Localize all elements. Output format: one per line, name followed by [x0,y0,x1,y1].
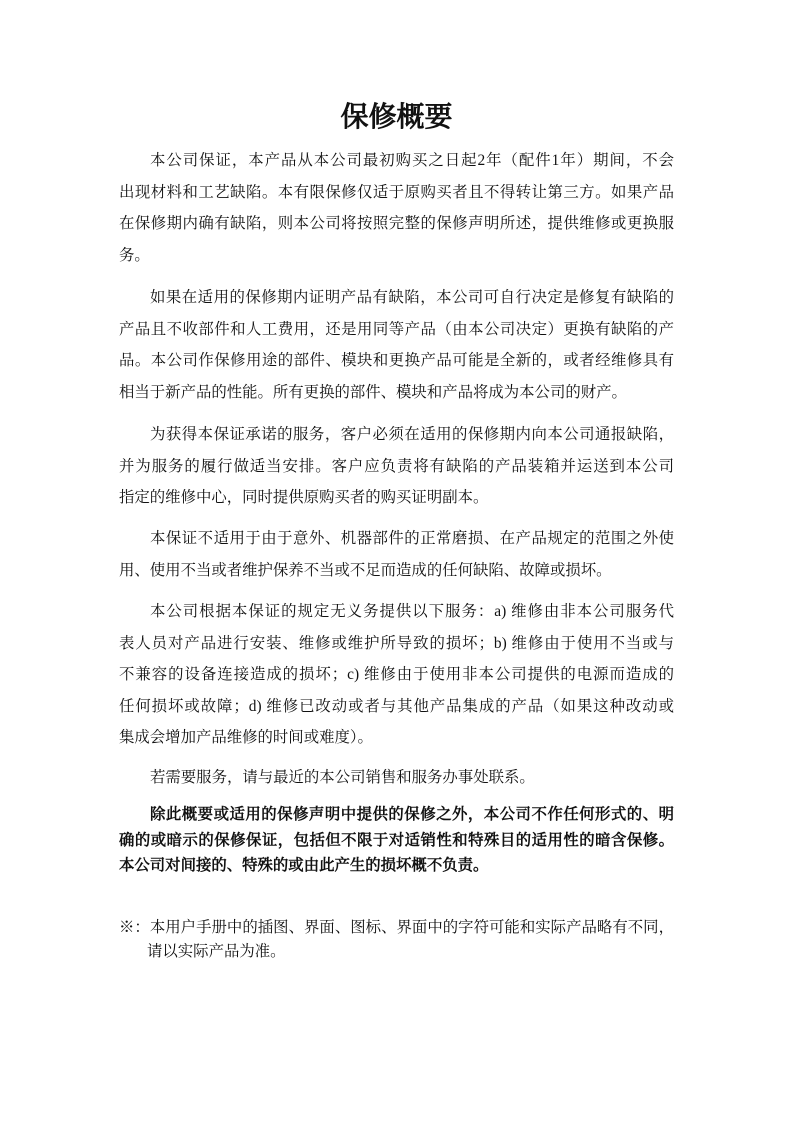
text-line: 本公司对间接的、特殊的或由此产生的损坏概不负责。 [119,857,489,874]
text-line: 请以实际产品为准。 [147,943,286,960]
text-line: 确的或暗示的保修保证，包括但不限于对适销性和特殊目的适用性的暗含保修。 [119,831,674,849]
text-line: 在保修期内确有缺陷，则本公司将按照完整的保修声明所述，提供维修或更换服 [119,215,674,232]
text-line: 相当于新产品的性能。所有更换的部件、模块和产品将成为本公司的财产。 [119,383,627,401]
paragraph-repair-replace [119,282,674,408]
paragraph-exclusions [119,523,674,586]
text-line: 如果在适用的保修期内证明产品有缺陷，本公司可自行决定是修复有缺陷的 [150,289,674,306]
footnote [119,916,674,964]
text-line: 产品且不收部件和人工费用，还是用同等产品（由本公司决定）更换有缺陷的产 [119,320,674,338]
text-line: 本保证不适用于由于意外、机器部件的正常磨损、在产品规定的范围之外使 [150,530,674,547]
text-line: 出现材料和工艺缺陷。本有限保修仅适于原购买者且不得转让第三方。如果产品 [119,183,674,201]
text-line: 本公司根据本保证的规定无义务提供以下服务：a) 维修由非本公司服务代 [150,603,674,620]
paragraph-obtaining-service [119,419,674,514]
text-line: 除此概要或适用的保修声明中提供的保修之外，本公司不作任何形式的、明 [150,806,674,823]
text-line: 品。本公司作保修用途的部件、模块和更换产品可能是全新的，或者经维修具有 [119,352,674,369]
text-line: 本公司保证，本产品从本公司最初购买之日起2年（配件1年）期间，不会 [150,152,674,169]
text-line: ※：本用户手册中的插图、界面、图标、界面中的字符可能和实际产品略有不同， [119,919,674,936]
text-line: 不兼容的设备连接造成的损坏；c) 维修由于使用非本公司提供的电源而造成的 [119,666,674,683]
text-line: 用、使用不当或者维护保养不当或不足而造成的任何缺陷、故障或损坏。 [119,561,612,579]
text-line: 并为服务的履行做适当安排。客户应负责将有缺陷的产品装箱并运送到本公司 [119,457,674,475]
text-line: 若需要服务，请与最近的本公司销售和服务办事处联系。 [150,769,535,786]
text-line: 为获得本保证承诺的服务，客户必须在适用的保修期内向本公司通报缺陷， [150,426,674,443]
text-line: 任何损坏或故障；d) 维修已改动或者与其他产品集成的产品（如果这种改动或 [119,697,674,715]
paragraph-contact [119,762,674,794]
paragraph-warranty-period [119,145,674,271]
text-line: 表人员对产品进行安装、维修或维护所导致的损坏；b) 维修由于使用不当或与 [119,634,674,652]
disclaimer-paragraph [119,802,674,879]
text-line: 指定的维修中心，同时提供原购买者的购买证明副本。 [119,489,489,506]
page-title: 保修概要 [340,101,453,132]
text-line: 集成会增加产品维修的时间或难度）。 [119,729,373,746]
paragraph-no-obligation [119,596,674,754]
text-line: 务。 [119,246,150,264]
